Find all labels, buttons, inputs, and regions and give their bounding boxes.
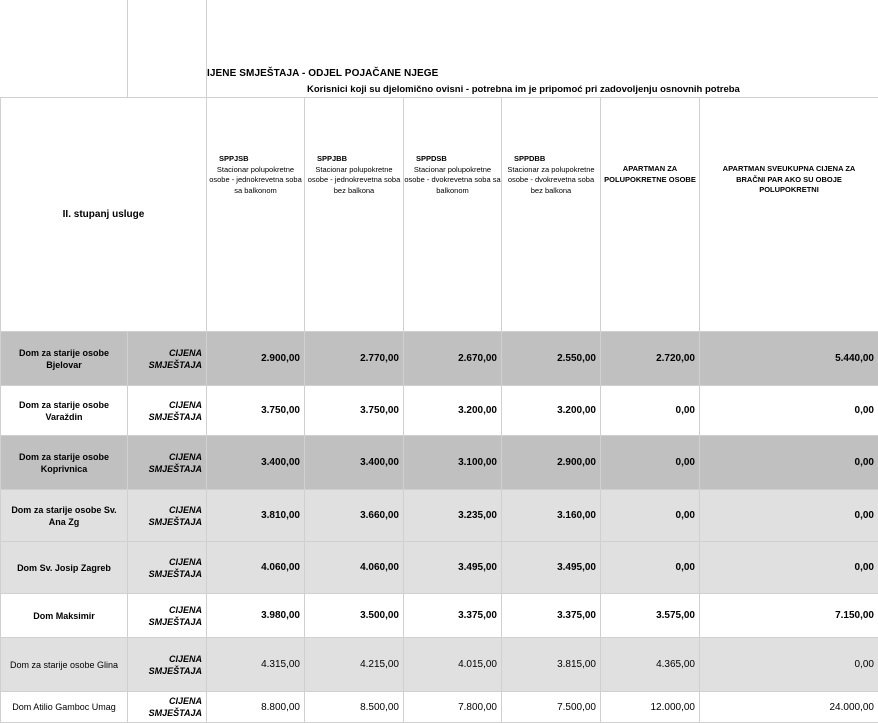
price-cell: 3.810,00 (207, 490, 305, 542)
price-cell: 2.900,00 (502, 436, 601, 490)
column-desc: Stacionar za polupokretne osobe - dvokrevetna soba bez balkona (507, 165, 594, 195)
column-code: SPPJSB (207, 154, 304, 165)
cijena-label: CIJENA SMJEŠTAJA (128, 386, 207, 436)
price-cell: 3.500,00 (305, 594, 404, 638)
price-cell: 12.000,00 (601, 692, 700, 723)
price-cell: 4.015,00 (404, 638, 502, 692)
grid-line (206, 0, 207, 97)
column-header: APARTMAN ZA POLUPOKRETNE OSOBE (601, 98, 700, 332)
facility-name: Dom Maksimir (1, 594, 128, 638)
column-header (207, 98, 305, 332)
price-cell: 4.315,00 (207, 638, 305, 692)
price-cell: 3.575,00 (601, 594, 700, 638)
cijena-label: CIJENA SMJEŠTAJA (128, 594, 207, 638)
price-cell: 3.980,00 (207, 594, 305, 638)
column-desc: Stacionar polupokretne osobe - dvokrevetna soba sa balkonom (404, 165, 500, 195)
price-cell: 0,00 (601, 542, 700, 594)
price-cell: 8.800,00 (207, 692, 305, 723)
price-cell: 0,00 (700, 436, 878, 490)
facility-name: Dom za starije osobe Koprivnica (1, 436, 128, 490)
price-cell: 3.375,00 (502, 594, 601, 638)
column-desc: Stacionar polupokretne osobe - jednokrevetna soba bez balkona (308, 165, 401, 195)
header-row (1, 98, 878, 332)
price-cell: 3.235,00 (404, 490, 502, 542)
sheet-subtitle: Korisnici koji su djelomično ovisni - potrebna im je pripomoć pri zadovoljenju osnovnih potreba (307, 84, 740, 95)
column-header (305, 98, 404, 332)
price-cell: 3.400,00 (305, 436, 404, 490)
price-cell: 7.500,00 (502, 692, 601, 723)
column-code: SPPDSB (404, 154, 501, 165)
column-header: APARTMAN SVEUKUPNA CIJENA ZA BRAČNI PAR AKO SU OBOJE POLUPOKRETNI (700, 98, 878, 332)
price-cell: 4.365,00 (601, 638, 700, 692)
price-cell: 8.500,00 (305, 692, 404, 723)
facility-name: Dom za starije osobe Glina (1, 638, 128, 692)
price-cell: 3.495,00 (404, 542, 502, 594)
price-cell: 0,00 (700, 386, 878, 436)
sheet-title: IJENE SMJEŠTAJA - ODJEL POJAČANE NJEGE (207, 68, 438, 79)
column-header (502, 98, 601, 332)
table-row (1, 386, 878, 436)
price-cell: 2.720,00 (601, 332, 700, 386)
facility-name: Dom za starije osobe Bjelovar (1, 332, 128, 386)
price-cell: 0,00 (700, 638, 878, 692)
price-cell: 0,00 (700, 542, 878, 594)
price-cell: 3.660,00 (305, 490, 404, 542)
table-row (1, 638, 878, 692)
price-cell: 3.160,00 (502, 490, 601, 542)
cijena-label: CIJENA SMJEŠTAJA (128, 490, 207, 542)
price-cell: 2.900,00 (207, 332, 305, 386)
cijena-label: CIJENA SMJEŠTAJA (128, 638, 207, 692)
price-cell: 3.400,00 (207, 436, 305, 490)
column-header (404, 98, 502, 332)
facility-name: Dom Atilio Gamboc Umag (1, 692, 128, 723)
column-code: SPPDBB (502, 154, 600, 165)
cijena-label: CIJENA SMJEŠTAJA (128, 332, 207, 386)
facility-name: Dom za starije osobe Sv. Ana Zg (1, 490, 128, 542)
cijena-label: CIJENA SMJEŠTAJA (128, 692, 207, 723)
table-row (1, 490, 878, 542)
price-cell: 4.215,00 (305, 638, 404, 692)
price-cell: 3.750,00 (207, 386, 305, 436)
table-row (1, 332, 878, 386)
table-row (1, 692, 878, 723)
price-table (0, 97, 878, 723)
price-cell: 0,00 (700, 490, 878, 542)
price-cell: 2.770,00 (305, 332, 404, 386)
price-cell: 24.000,00 (700, 692, 878, 723)
price-cell: 3.375,00 (404, 594, 502, 638)
column-desc: Stacionar polupokretne osobe - jednokrevetna soba sa balkonom (209, 165, 302, 195)
price-cell: 3.200,00 (404, 386, 502, 436)
grid-line (127, 0, 128, 97)
price-cell: 0,00 (601, 436, 700, 490)
facility-name: Dom Sv. Josip Zagreb (1, 542, 128, 594)
price-cell: 3.100,00 (404, 436, 502, 490)
stupanj-label: II. stupanj usluge (1, 98, 207, 332)
table-row (1, 436, 878, 490)
price-cell: 3.750,00 (305, 386, 404, 436)
column-code: SPPJBB (305, 154, 403, 165)
price-cell: 3.495,00 (502, 542, 601, 594)
price-cell: 0,00 (601, 386, 700, 436)
price-cell: 4.060,00 (207, 542, 305, 594)
price-cell: 7.150,00 (700, 594, 878, 638)
price-cell: 7.800,00 (404, 692, 502, 723)
table-row (1, 542, 878, 594)
facility-name: Dom za starije osobe Varaždin (1, 386, 128, 436)
price-cell: 2.670,00 (404, 332, 502, 386)
price-cell: 3.200,00 (502, 386, 601, 436)
price-cell: 5.440,00 (700, 332, 878, 386)
price-cell: 3.815,00 (502, 638, 601, 692)
price-cell: 0,00 (601, 490, 700, 542)
table-row (1, 594, 878, 638)
cijena-label: CIJENA SMJEŠTAJA (128, 542, 207, 594)
price-cell: 2.550,00 (502, 332, 601, 386)
price-cell: 4.060,00 (305, 542, 404, 594)
cijena-label: CIJENA SMJEŠTAJA (128, 436, 207, 490)
